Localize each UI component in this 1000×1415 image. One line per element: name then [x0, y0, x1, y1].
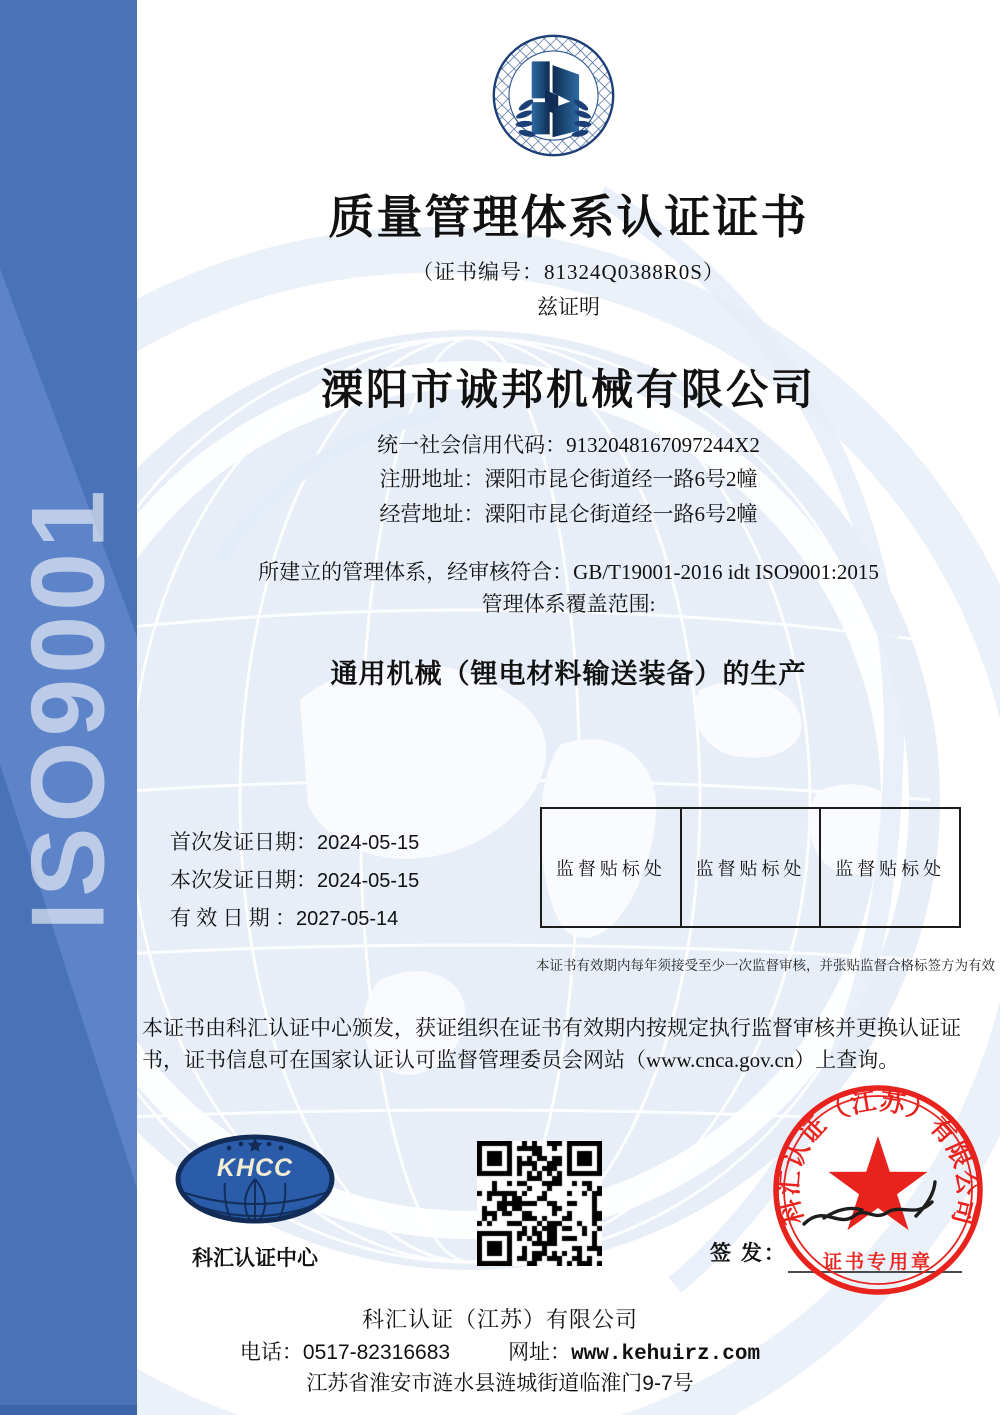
business-address-line: 经营地址：溧阳市昆仑街道经一路6号2幢 [379, 502, 758, 526]
registered-address-line: 注册地址：溧阳市昆仑街道经一路6号2幢 [379, 467, 758, 491]
website-value: www.kehuirz.com [571, 1343, 761, 1366]
date-value: 2024-05-15 [317, 870, 420, 892]
date-label: 有 效 日 期 ： [170, 906, 296, 930]
seal-ring-text: 科汇认证（江苏）有限公司 [776, 1088, 980, 1228]
certificate-title: 质量管理体系认证证书 [328, 191, 809, 243]
supervision-cell: 监督贴标处 [555, 858, 666, 879]
iso9001-band-text: ISO9001 [10, 484, 126, 931]
date-label: 本次发证日期： [170, 868, 317, 892]
date-value: 2024-05-15 [317, 832, 420, 854]
khcc-logo-text: KHCC [216, 1154, 294, 1182]
body-paragraph: 本证书由科汇认证中心颁发，获证组织在证书有效期内按规定执行监督审核并更换认证证书，证书信息可在国家认证认可监督管理委员会网站（www.cnca.gov.cn）上查询。 [142, 1016, 961, 1072]
footer-contact-line [0, 1336, 1000, 1366]
company-name: 溧阳市诚邦机械有限公司 [320, 368, 816, 414]
date-label: 首次发证日期： [170, 830, 317, 854]
scope-value: 通用机械（锂电材料输送装备）的生产 [330, 659, 807, 689]
supervision-cell: 监督贴标处 [819, 809, 959, 926]
credit-code-line: 统一社会信用代码：9132048167097244X2 [377, 433, 760, 457]
issue-label: 签 发： [710, 1242, 787, 1265]
supervision-table [540, 807, 961, 928]
phone-value: 0517-82316683 [302, 1341, 451, 1364]
supervision-note: 本证书有效期内每年须接受至少一次监督审核，并张贴监督合格标签方为有效 [536, 958, 995, 973]
date-row-first-issue [170, 828, 419, 866]
date-value: 2027-05-14 [296, 908, 399, 930]
certificate-number: （证书编号：81324Q0388R0S） [412, 260, 725, 284]
footer-address: 江苏省淮安市涟水县涟城街道临淮门9-7号 [306, 1372, 694, 1395]
khcc-logo-icon [173, 1131, 337, 1227]
company-seal [766, 1078, 990, 1302]
date-row-current-issue [170, 866, 419, 904]
supervision-cell: 监督贴标处 [680, 809, 820, 926]
issue-dates [170, 828, 419, 942]
certifier-emblem-icon [490, 32, 617, 159]
audit-standard-line: 所建立的管理体系，经审核符合：GB/T19001-2016 idt ISO9001:2015 [258, 560, 879, 584]
phone-label: 电话： [239, 1341, 303, 1364]
footer-company: 科汇认证（江苏）有限公司 [361, 1307, 638, 1332]
date-row-expiry [170, 904, 419, 942]
attest-line: 兹证明 [537, 295, 600, 319]
seal-bottom-text: 证书专用章 [822, 1252, 934, 1273]
scope-label: 管理体系覆盖范围: [481, 592, 656, 616]
khcc-caption: 科汇认证中心 [192, 1247, 318, 1270]
qr-code [477, 1141, 602, 1266]
website-label: 网址： [508, 1341, 572, 1364]
